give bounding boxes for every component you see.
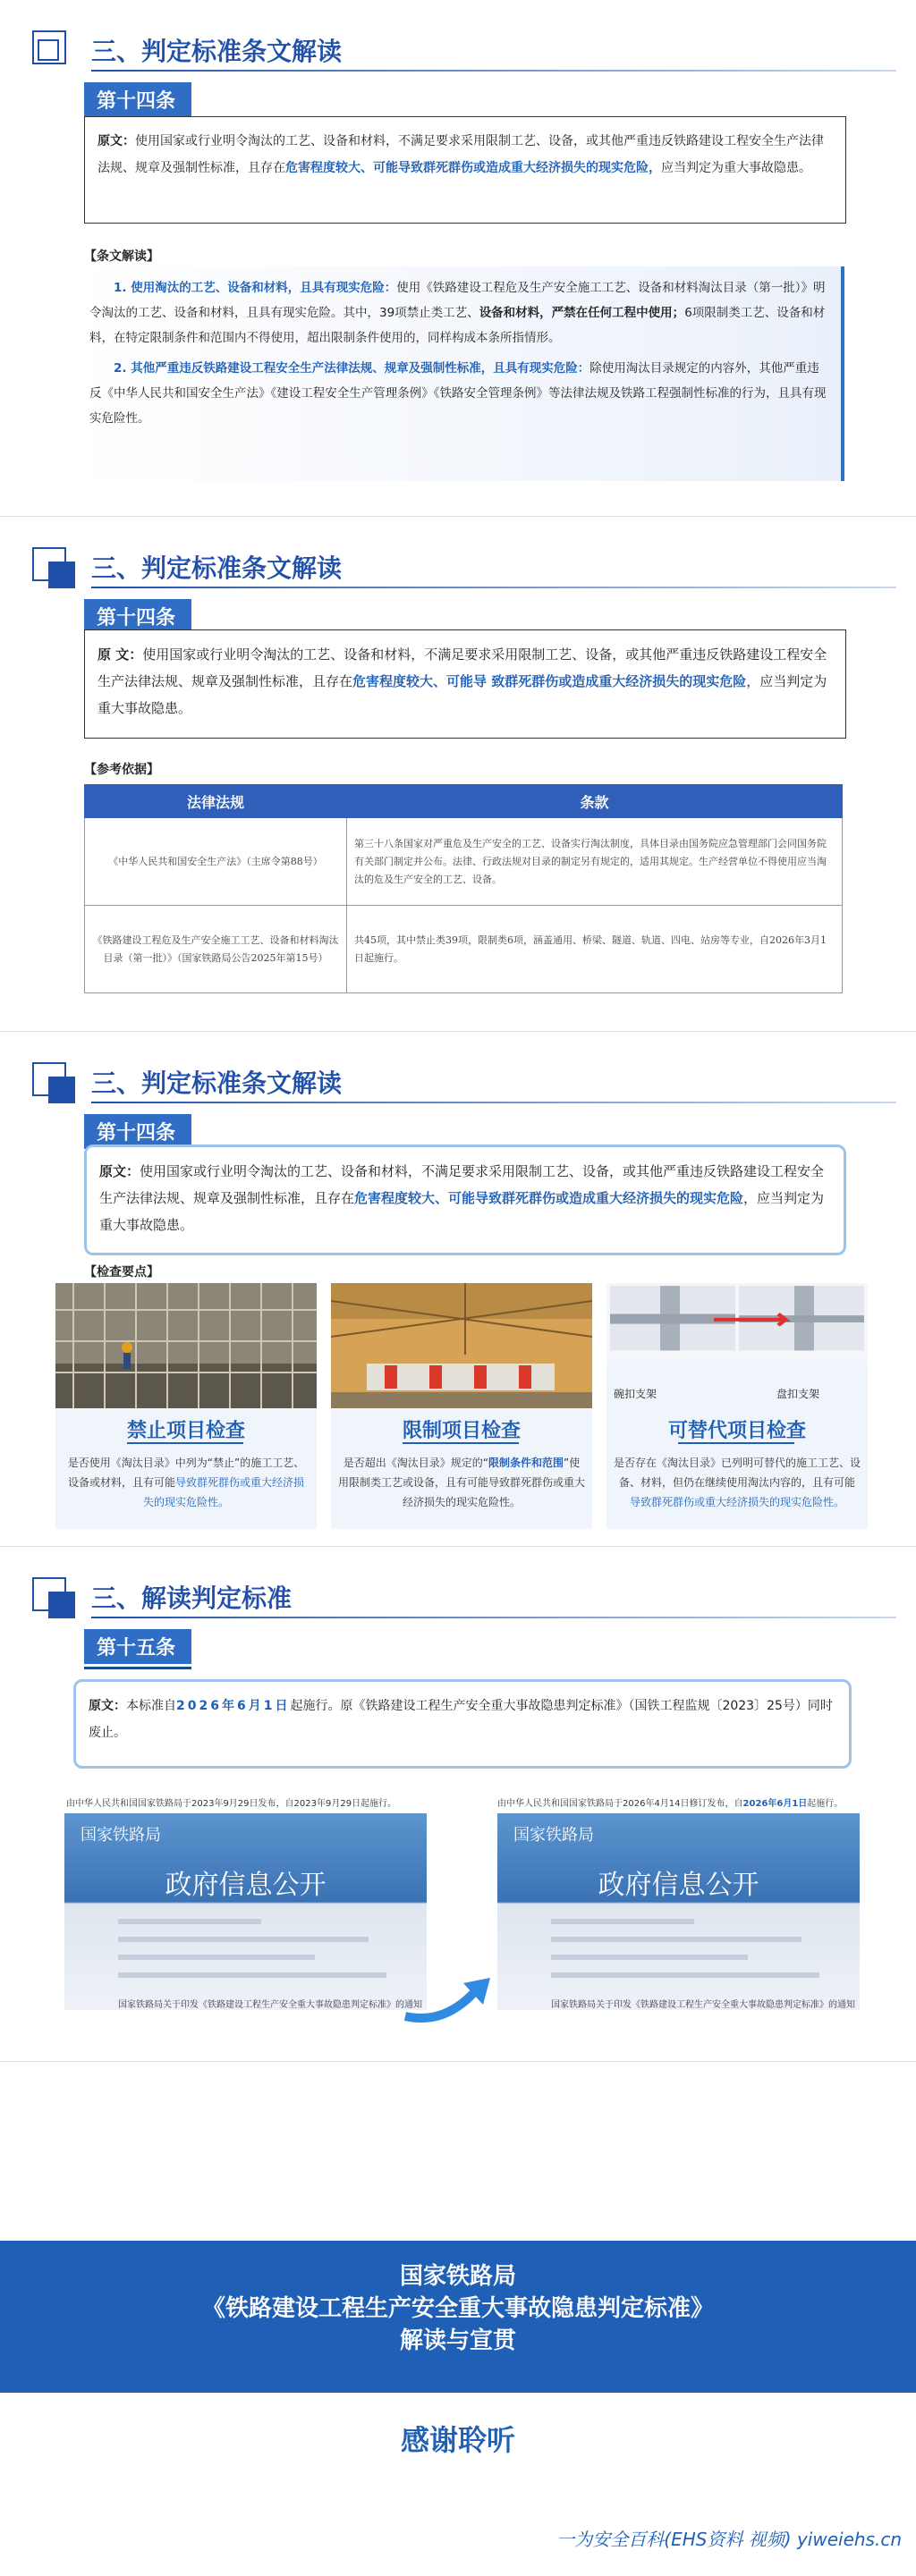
reference-table (84, 784, 843, 993)
slide-title: 三、解读判定标准 (91, 1584, 293, 1613)
card-underline (127, 1442, 243, 1444)
notice-screenshot-old (64, 1813, 427, 2010)
notice-screenshot-new (497, 1813, 860, 2010)
banner-line: 《铁路建设工程生产安全重大事故隐患判定标准》 (201, 2295, 714, 2322)
screenshot-caption: 由中华人民共和国国家铁路局于2026年4月14日修订发布，自2026年6月1日起施行。 (497, 1799, 844, 1809)
thanks-text: 感谢聆听 (400, 2423, 515, 2457)
header-square-icon (48, 562, 75, 588)
banner-line: 国家铁路局 (399, 2263, 516, 2290)
original-label: 原 文： (98, 646, 143, 663)
header-square-icon (48, 1077, 75, 1103)
closing-banner (0, 2241, 916, 2393)
card-title: 限制项目检查 (402, 1420, 521, 1442)
card-title: 可替代项目检查 (667, 1420, 806, 1442)
screenshot-text-line (118, 1972, 386, 1978)
screenshot-text-line (551, 1955, 748, 1960)
section-title: 【检查要点】 (84, 1265, 159, 1280)
article-tag: 第十五条 (84, 1629, 191, 1664)
original-text: 本标准自 (126, 1699, 176, 1713)
clause-cell: 共45项，其中禁止类39项，限制类6项，涵盖通用、桥梁、隧道、轨道、四电、站房等专业，自2026年3月1日起施行。 (347, 906, 843, 993)
original-label: 原文： (99, 1163, 140, 1179)
original-label: 原文： (89, 1699, 126, 1713)
screenshot-text-line (551, 1937, 802, 1942)
original-text: 使用国家或行业明令淘汰的工艺、设备和材料，不满足要求采用限制工艺、设备，或其他严重违反铁路建设工程安全生产法律法规、规章及强制性标准，且存在 (99, 1163, 825, 1206)
construction-photo (331, 1283, 592, 1408)
check-card (606, 1283, 868, 1529)
construction-photo (55, 1283, 317, 1408)
original-text-end: ，应当判定为重大事故隐患。 (98, 673, 827, 716)
screenshot-caption: 由中华人民共和国国家铁路局于2023年9月29日发布，自2023年9月29日起施行。 (66, 1799, 397, 1809)
original-text-box (84, 629, 846, 739)
slide-header (32, 1059, 873, 1103)
column-header: 法律法规 (85, 785, 347, 818)
screenshot-title: 政府信息公开 (165, 1870, 327, 1901)
slide-header (32, 27, 873, 72)
card-underline (678, 1442, 794, 1444)
slide-header (32, 1574, 873, 1618)
table-header-row (85, 785, 843, 818)
card-description: 是否使用《淘汰目录》中列为“禁止”的施工工艺、设备或材料，且有可能导致群死群伤或重大经济损失的现实危险性。 (67, 1457, 305, 1508)
original-text-box (84, 116, 846, 224)
header-divider (91, 1617, 896, 1618)
law-cell: 《铁路建设工程危及生产安全施工工艺、设备和材料淘汰目录（第一批）》（国家铁路局公告2025年第15号） (85, 906, 347, 993)
original-highlight: 危害程度较大、可能导致群死群伤或造成重大经济损失的现实危险， (285, 161, 661, 175)
header-divider (91, 587, 896, 588)
explanation-paragraph: 1. 使用淘汰的工艺、设备和材料，且具有现实危险：使用《铁路建设工程危及生产安全施工工艺、设备和材料淘汰目录（第一批）》明令淘汰的工艺、设备和材料，且具有现实危险。其中，39项禁止类工艺、设备和材料，严禁在任何工程中使用；6项限制类工艺、设备和材料，在特定限制条件和范围内不得使用，超出限制条件使用的，同样构成本条所指情形。 (89, 281, 826, 345)
original-text-end: 应当判定为重大事故隐患。 (661, 161, 811, 175)
original-text-box (73, 1679, 852, 1769)
screenshot-text-line (551, 1919, 694, 1924)
header-square-icon (48, 1592, 75, 1618)
column-header: 条款 (347, 785, 843, 818)
explanation-paragraph: 2. 其他严重违反铁路建设工程安全生产法律法规、规章及强制性标准，且具有现实危险：除使用淘汰目录规定的内容外，其他严重违反《中华人民共和国安全生产法》《建设工程安全生产管理条例》《铁路安全管理条例》等法律法规及铁路工程强制性标准的行为，且具有现实危险性。 (89, 361, 827, 426)
card-title: 禁止项目检查 (126, 1420, 245, 1442)
original-text-end: 起施行。原《铁路建设工程生产安全重大事故隐患判定标准》（国铁工程监规〔2023〕25号）同时废止。 (89, 1699, 833, 1740)
photo-label: 碗扣支架 (614, 1388, 657, 1400)
screenshot-bureau-name: 国家铁路局 (513, 1826, 594, 1845)
table-row (85, 906, 843, 993)
clause-cell: 第三十八条国家对严重危及生产安全的工艺、设备实行淘汰制度，具体目录由国务院应急管理部门会同国务院有关部门制定并公布。法律、行政法规对目录的制定另有规定的，适用其规定。生产经营单位不得使用应当淘汰的危及生产安全的工艺、设备。 (347, 818, 843, 906)
screenshot-text-line (118, 1937, 369, 1942)
arrow-icon (401, 1967, 499, 2030)
card-underline (403, 1442, 519, 1444)
header-square-icon (38, 39, 59, 61)
screenshot-footer: 国家铁路局关于印发《铁路建设工程生产安全重大事故隐患判定标准》的通知 (551, 2000, 855, 2010)
original-text-end: ，应当判定为重大事故隐患。 (99, 1190, 825, 1233)
original-label: 原文： (98, 134, 135, 148)
check-card (331, 1283, 592, 1529)
screenshot-footer: 国家铁路局关于印发《铁路建设工程生产安全重大事故隐患判定标准》的通知 (118, 2000, 422, 2010)
screenshot-title: 政府信息公开 (598, 1870, 759, 1901)
screenshot-text-line (118, 1955, 315, 1960)
article-tag: 第十四条 (84, 82, 191, 117)
original-highlight: 危害程度较大、可能导 致群死群伤或造成重大经济损失的现实危险 (352, 673, 747, 689)
watermark-text: 一为安全百科(EHS资料 视频) yiweiehs.cn (556, 2529, 902, 2550)
scaffold-comparison-photo (606, 1283, 868, 1381)
photo-label: 盘扣支架 (776, 1388, 820, 1400)
slide-header (32, 544, 873, 588)
article-tag: 第十四条 (84, 1114, 191, 1149)
card-description: 是否超出《淘汰目录》规定的“限制条件和范围”使用限制类工艺或设备，且有可能导致群死群伤或重大经济损失的现实危险性。 (338, 1457, 586, 1508)
original-text-box (84, 1144, 846, 1255)
table-row (85, 818, 843, 906)
slide-title: 三、判定标准条文解读 (91, 553, 343, 583)
screenshot-text-line (551, 1972, 819, 1978)
original-highlight: 危害程度较大、可能导致群死群伤或造成重大经济损失的现实危险 (354, 1190, 744, 1206)
slide-1 (0, 0, 916, 517)
screenshot-bureau-name: 国家铁路局 (81, 1826, 161, 1845)
article-tag: 第十四条 (84, 599, 191, 634)
slide-5 (0, 2062, 916, 2576)
explanation-panel (75, 266, 844, 481)
law-cell: 《中华人民共和国安全生产法》（主席令第88号） (85, 818, 347, 906)
header-divider (91, 70, 896, 72)
screenshot-text-line (118, 1919, 261, 1924)
section-title: 【条文解读】 (84, 249, 159, 264)
slide-title: 三、判定标准条文解读 (91, 1068, 343, 1098)
card-description: 是否存在《淘汰目录》已列明可替代的施工工艺、设备、材料，但仍在继续使用淘汰内容的，且有可能导致群死群伤或重大经济损失的现实危险性。 (614, 1457, 861, 1508)
original-highlight: 2026年6月1日 (176, 1699, 291, 1713)
slide-title: 三、判定标准条文解读 (91, 37, 343, 66)
banner-line: 解读与宣贯 (399, 2327, 516, 2354)
check-card (55, 1283, 317, 1529)
header-divider (91, 1102, 896, 1103)
original-text: 使用国家或行业明令淘汰的工艺、设备和材料，不满足要求采用限制工艺、设备，或其他严重违反铁路建设工程安全生产法律法规、规章及强制性标准，且存在 (98, 134, 824, 175)
section-title: 【参考依据】 (84, 763, 159, 777)
original-text: 使用国家或行业明令淘汰的工艺、设备和材料，不满足要求采用限制工艺、设备，或其他严重违反铁路建设工程安全生产法律法规、规章及强制性标准，且存在 (98, 646, 827, 689)
